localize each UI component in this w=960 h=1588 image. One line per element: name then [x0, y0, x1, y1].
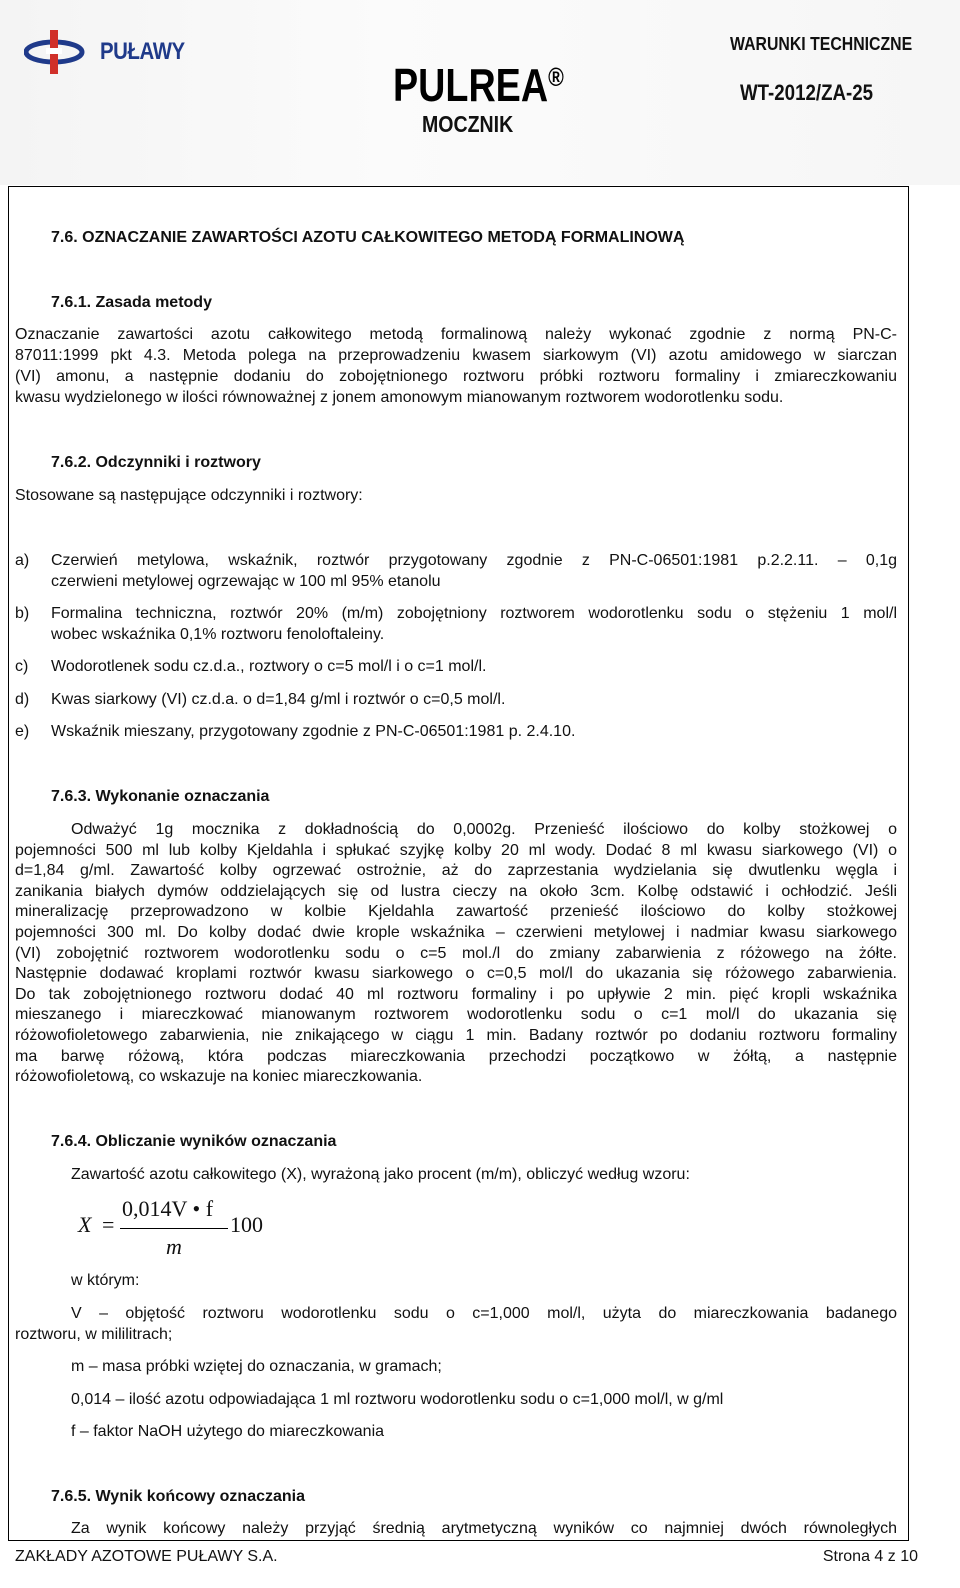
principle-line: (VI) amonu, a następnie dodaniu do zobojętnionego roztworu próbki roztworu formaliny i zmiareczkowaniu: [15, 368, 897, 385]
brand-name: PULREA®: [393, 59, 564, 111]
definition-line: 0,014 – ilość azotu odpowiadająca 1 ml roztworu wodorotlenku sodu o c=1,000 mol/l, w g/ml: [71, 1391, 724, 1408]
definition-line: roztworu, w mililitrach;: [15, 1326, 173, 1343]
procedure-line: pojemności 300 ml. Do kolby dodać dwie krople wskaźnika – czerwieni metylowej i nadmiar kwasu siarkowego: [15, 924, 897, 941]
procedure-line: mineralizację przeprowadzono w kolbie Kjeldahla zawartość przenieść ilościowo do kolby stożkowej: [15, 903, 897, 920]
formula-numerator: 0,014V • f: [122, 1196, 214, 1221]
reagent-item-line: wobec wskaźnika 0,1% roztworu fenoloftaleiny.: [51, 626, 385, 643]
formula-lhs: X: [78, 1212, 92, 1237]
definition-line: V – objętość roztworu wodorotlenku sodu o c=1,000 mol/l, użyta do miareczkowania badanego: [71, 1305, 897, 1322]
logo-text: PUŁAWY: [100, 38, 185, 65]
procedure-line: ma barwę różową, która podczas miareczkowania przechodzi początkowo w żółtą, a następnie: [15, 1048, 897, 1065]
procedure-line: różowofioletową, co wskazuje na koniec miareczkowania.: [15, 1068, 423, 1085]
definition-line: m – masa próbki wziętej do oznaczania, w gramach;: [71, 1358, 442, 1375]
subsection-heading-reagents: 7.6.2. Odczynniki i roztwory: [51, 454, 261, 471]
procedure-line: zanikania białych dymów oddzielających się od lustra cieczy na około 3cm. Kolbę odstawić i ochłodzić. Jeśli: [15, 883, 897, 900]
section-title: 7.6. OZNACZANIE ZAWARTOŚCI AZOTU CAŁKOWITEGO METODĄ FORMALINOWĄ: [51, 229, 685, 246]
procedure-line: mieszanego i miareczkować mianowanym roztworem wodorotlenku sodu o c=1 mol/l do ukazania się: [15, 1006, 897, 1023]
list-marker: c): [15, 658, 29, 675]
procedure-line: różowofioletowego zabarwienia, nie znikającego w ciągu 1 min. Badany roztwór po dodaniu roztworu formaliny: [15, 1027, 897, 1044]
formula-fraction-bar: [120, 1228, 228, 1229]
subsection-heading-principle: 7.6.1. Zasada metody: [51, 294, 212, 311]
procedure-line: Odważyć 1g mocznika z dokładnością do 0,0002g. Przenieść ilościowo do kolby stożkowej o: [71, 821, 897, 838]
procedure-line: Do tak zobojętnionego roztworu dodać 40 ml roztworu formaliny i po upływie 2 min. pięć kropli wskaźnika: [15, 986, 897, 1003]
reagent-item-line: Wskaźnik mieszany, przygotowany zgodnie z PN-C-06501:1981 p. 2.4.10.: [51, 723, 576, 740]
calculation-intro: Zawartość azotu całkowitego (X), wyrażoną jako procent (m/m), obliczyć według wzoru:: [71, 1166, 690, 1183]
footer-rule: [8, 1540, 909, 1541]
procedure-line: (VI) zobojętnić roztworem wodorotlenku sodu o c=5 mol./l do zmiany zabarwienia z różowego na żółte.: [15, 945, 897, 962]
formula-denominator: m: [166, 1234, 182, 1259]
principle-line: kwasu wydzielonego w ilości równoważnej z jonem amonowym mianowanym roztworem wodorotlenku sodu.: [15, 389, 784, 406]
technical-conditions-label: WARUNKI TECHNICZNE: [730, 34, 913, 54]
principle-line: 87011:1999 pkt 4.3. Metoda polega na przeprowadzeniu kwasem siarkowym (VI) azotu amidowego w siarczan: [15, 347, 897, 364]
procedure-line: Następnie dodawać kroplami roztwór kwasu siarkowego o c=0,5 mol/l do ukazania się różowego zabarwienia.: [15, 965, 897, 982]
subsection-heading-procedure: 7.6.3. Wykonanie oznaczania: [51, 788, 270, 805]
reagent-item-line: Formalina techniczna, roztwór 20% (m/m) zobojętniony roztworem wodorotlenku sodu o stężeniu 1 mol/l: [51, 605, 897, 622]
where-label: w którym:: [71, 1272, 140, 1289]
procedure-line: d=1,84 g/ml. Zawartość kolby ogrzewać ostrożnie, aż do zaprzestania wydzielania się dwutlenku węgla i: [15, 862, 897, 879]
subsection-heading-calculation: 7.6.4. Obliczanie wyników oznaczania: [51, 1133, 337, 1150]
final-result-line: Za wynik końcowy należy przyjąć średnią arytmetyczną wyników co najmniej dwóch równoległych: [71, 1520, 897, 1537]
subsection-heading-final-result: 7.6.5. Wynik końcowy oznaczania: [51, 1488, 306, 1505]
reagent-item-line: Wodorotlenek sodu cz.d.a., roztwory o c=5 mol/l i o c=1 mol/l.: [51, 658, 487, 675]
reagent-item-line: czerwieni metylowej ogrzewając w 100 ml 95% etanolu: [51, 573, 441, 590]
list-marker: b): [15, 605, 30, 622]
formula-equals: =: [102, 1212, 115, 1237]
product-name: MOCZNIK: [422, 111, 514, 137]
principle-line: Oznaczanie zawartości azotu całkowitego metodą formalinową należy wykonać zgodnie z normą PN-C-: [15, 326, 897, 343]
reagent-item-line: Czerwień metylowa, wskaźnik, roztwór przygotowany zgodnie z PN-C-06501:1981 p.2.2.11. – 0,1g: [51, 552, 897, 569]
definition-line: f – faktor NaOH użytego do miareczkowania: [71, 1423, 385, 1440]
formula: [78, 1196, 298, 1262]
reagent-item-line: Kwas siarkowy (VI) cz.d.a. o d=1,84 g/ml i roztwór o c=0,5 mol/l.: [51, 691, 506, 708]
list-marker: d): [15, 691, 30, 708]
list-marker: e): [15, 723, 30, 740]
footer-company: ZAKŁADY AZOTOWE PUŁAWY S.A.: [15, 1548, 278, 1565]
document-code: WT-2012/ZA-25: [740, 80, 874, 105]
procedure-line: pojemności 500 ml lub kolby Kjeldahla i spłukać szyjkę kolby 20 ml wody. Dodać 8 ml kwasu siarkowego (VI) o: [15, 842, 897, 859]
reagents-intro: Stosowane są następujące odczynniki i roztwory:: [15, 487, 363, 504]
formula-factor: 100: [230, 1212, 263, 1237]
footer-page-number: Strona 4 z 10: [822, 1548, 918, 1565]
list-marker: a): [15, 552, 30, 569]
